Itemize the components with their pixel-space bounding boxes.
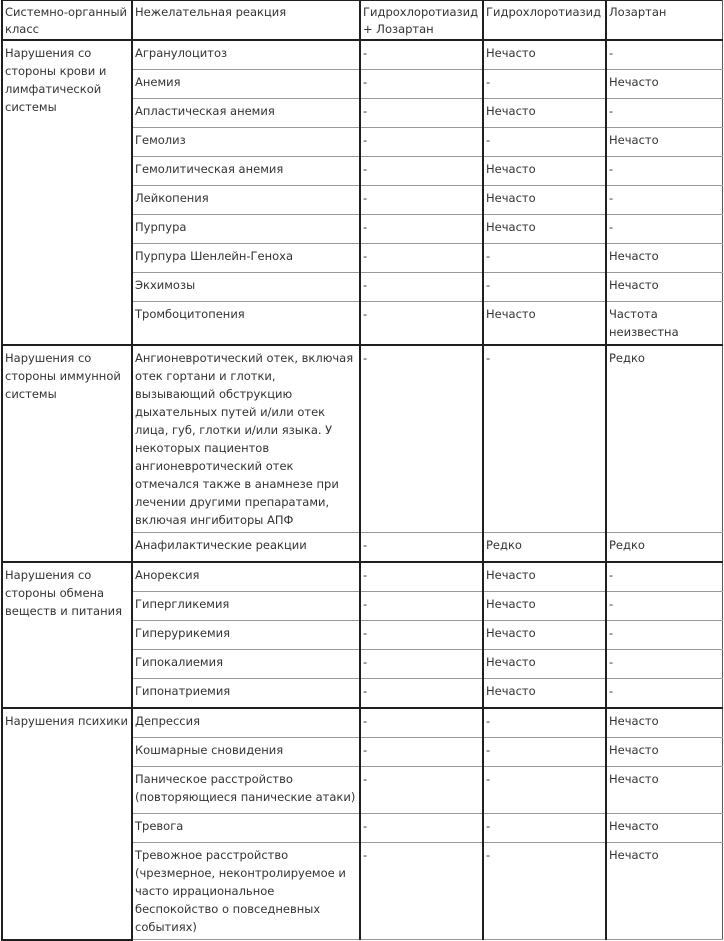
hctz-frequency: Редко (483, 533, 606, 563)
reaction-cell: Ангионевротический отек, включая отек гортани и глотки, вызывающий обструкцию дыхательных путей и/или отек лица, губ, глотки и/или языка. У некоторых пациентов ангионевротический отек отмечался также в анамнезе при лечении другими препаратами, включая ингибиторы АПФ (132, 345, 360, 533)
losartan-frequency: - (606, 621, 722, 650)
reaction-cell: Гемолиз (132, 128, 360, 157)
header-combo: Гидрохлоротиазид + Лозартан (360, 1, 483, 41)
combo-frequency: - (360, 533, 483, 563)
hctz-frequency: Нечасто (483, 592, 606, 621)
reaction-cell: Тревожное расстройство (чрезмерное, неконтролируемое и часто иррациональное беспокойство о повседневных событиях) (132, 843, 360, 940)
losartan-frequency: - (606, 592, 722, 621)
reaction-cell: Агранулоцитоз (132, 40, 360, 70)
combo-frequency: - (360, 592, 483, 621)
header-losartan: Лозартан (606, 1, 722, 41)
losartan-frequency: - (606, 650, 722, 679)
table-row (2, 562, 722, 592)
hctz-frequency: Нечасто (483, 621, 606, 650)
combo-frequency: - (360, 70, 483, 99)
losartan-frequency: - (606, 215, 722, 244)
table-row (2, 40, 722, 70)
table-row (2, 345, 722, 533)
reaction-cell: Экхимозы (132, 273, 360, 302)
combo-frequency: - (360, 814, 483, 843)
hctz-frequency: Нечасто (483, 99, 606, 128)
reaction-cell: Анорексия (132, 562, 360, 592)
combo-frequency: - (360, 157, 483, 186)
header-hctz: Гидрохлоротиазид (483, 1, 606, 41)
reaction-cell: Паническое расстройство (повторяющиеся панические атаки) (132, 767, 360, 814)
reaction-cell: Тромбоцитопения (132, 302, 360, 346)
reaction-cell: Кошмарные сновидения (132, 738, 360, 767)
soc-label: Нарушения со стороны обмена веществ и питания (5, 568, 122, 618)
hctz-frequency: Нечасто (483, 157, 606, 186)
reaction-cell: Анемия (132, 70, 360, 99)
hctz-frequency: - (483, 345, 606, 533)
combo-frequency: - (360, 186, 483, 215)
losartan-frequency: - (606, 679, 722, 709)
losartan-frequency: Нечасто (606, 767, 722, 814)
header-soc: Системно-органный класс (2, 1, 132, 41)
losartan-frequency: Частота неизвестна (606, 302, 722, 346)
hctz-frequency: - (483, 244, 606, 273)
combo-frequency: - (360, 345, 483, 533)
hctz-frequency: - (483, 767, 606, 814)
table-header-row (2, 1, 722, 41)
combo-frequency: - (360, 128, 483, 157)
combo-frequency: - (360, 244, 483, 273)
combo-frequency: - (360, 215, 483, 244)
hctz-frequency: Нечасто (483, 650, 606, 679)
combo-frequency: - (360, 99, 483, 128)
hctz-frequency: Нечасто (483, 562, 606, 592)
losartan-frequency: - (606, 99, 722, 128)
hctz-frequency: Нечасто (483, 40, 606, 70)
losartan-frequency: - (606, 186, 722, 215)
losartan-frequency: - (606, 157, 722, 186)
losartan-frequency: Редко (606, 533, 722, 563)
reaction-cell: Гемолитическая анемия (132, 157, 360, 186)
reaction-cell: Гипонатриемия (132, 679, 360, 709)
losartan-frequency: Нечасто (606, 128, 722, 157)
combo-frequency: - (360, 621, 483, 650)
losartan-frequency: - (606, 40, 722, 70)
losartan-frequency: Нечасто (606, 70, 722, 99)
combo-frequency: - (360, 679, 483, 709)
hctz-frequency: Нечасто (483, 186, 606, 215)
hctz-frequency: - (483, 128, 606, 157)
losartan-frequency: Нечасто (606, 708, 722, 738)
soc-label: Нарушения со стороны иммунной системы (5, 351, 121, 401)
soc-label: Нарушения психики (5, 714, 128, 728)
combo-frequency: - (360, 302, 483, 346)
header-reaction: Нежелательная реакция (132, 1, 360, 41)
losartan-frequency: Нечасто (606, 244, 722, 273)
losartan-frequency: Нечасто (606, 843, 722, 940)
losartan-frequency: Нечасто (606, 738, 722, 767)
hctz-frequency: Нечасто (483, 215, 606, 244)
reaction-cell: Лейкопения (132, 186, 360, 215)
combo-frequency: - (360, 738, 483, 767)
losartan-frequency: Нечасто (606, 273, 722, 302)
reaction-cell: Анафилактические реакции (132, 533, 360, 563)
reaction-cell: Депрессия (132, 708, 360, 738)
hctz-frequency: Нечасто (483, 302, 606, 346)
combo-frequency: - (360, 650, 483, 679)
reaction-cell: Апластическая анемия (132, 99, 360, 128)
losartan-frequency: Редко (606, 345, 722, 533)
combo-frequency: - (360, 767, 483, 814)
hctz-frequency: - (483, 273, 606, 302)
reaction-cell: Пурпура (132, 215, 360, 244)
table-row (2, 708, 722, 738)
losartan-frequency: Нечасто (606, 814, 722, 843)
soc-cell (2, 345, 132, 562)
soc-cell (2, 708, 132, 940)
hctz-frequency: - (483, 738, 606, 767)
combo-frequency: - (360, 40, 483, 70)
combo-frequency: - (360, 273, 483, 302)
soc-cell (2, 562, 132, 708)
hctz-frequency: Нечасто (483, 679, 606, 709)
soc-cell (2, 40, 132, 345)
hctz-frequency: - (483, 843, 606, 940)
hctz-frequency: - (483, 708, 606, 738)
reaction-cell: Пурпура Шенлейн-Геноха (132, 244, 360, 273)
hctz-frequency: - (483, 70, 606, 99)
reaction-cell: Гиперурикемия (132, 621, 360, 650)
combo-frequency: - (360, 708, 483, 738)
combo-frequency: - (360, 562, 483, 592)
hctz-frequency: - (483, 814, 606, 843)
reaction-cell: Тревога (132, 814, 360, 843)
losartan-frequency: - (606, 562, 722, 592)
reaction-cell: Гипокалиемия (132, 650, 360, 679)
soc-label: Нарушения со стороны крови и лимфатической системы (5, 46, 107, 114)
adverse-reactions-table (1, 0, 723, 941)
combo-frequency: - (360, 843, 483, 940)
reaction-cell: Гипергликемия (132, 592, 360, 621)
